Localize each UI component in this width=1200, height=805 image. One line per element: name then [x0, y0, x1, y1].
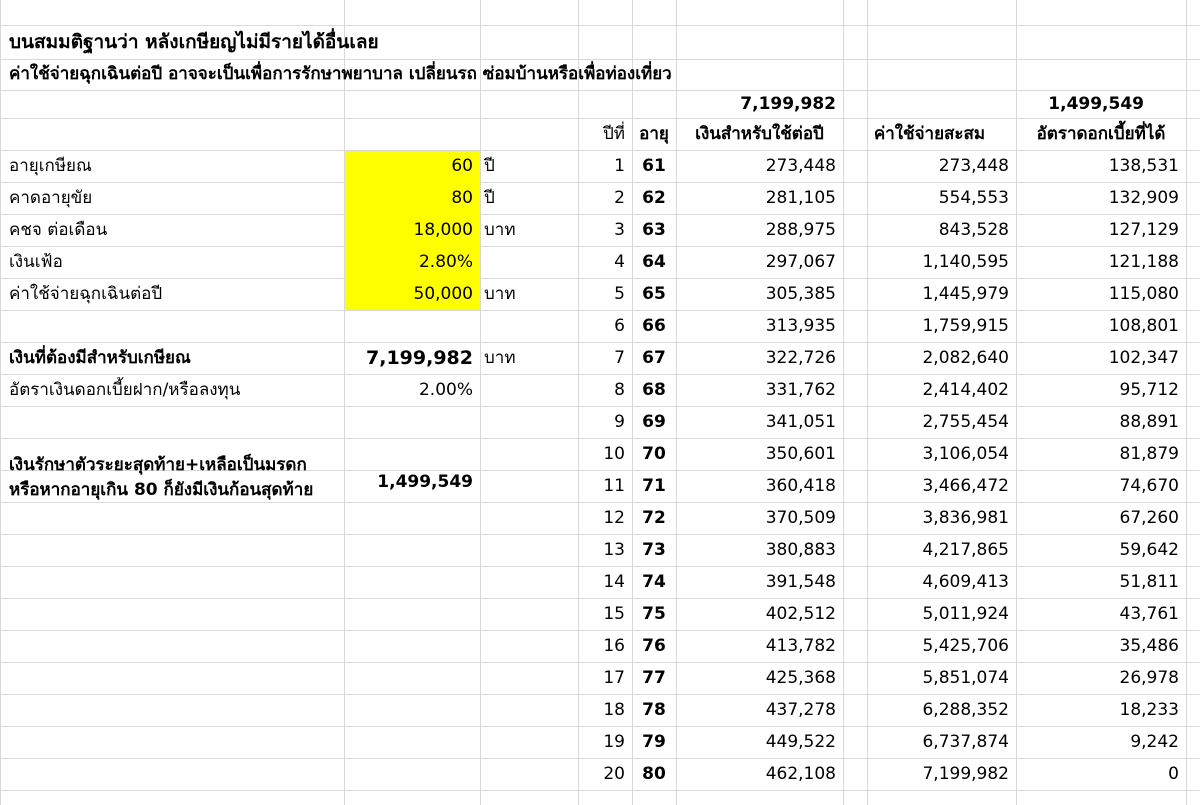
monthly-expense-label: คชจ ต่อเดือน	[9, 219, 108, 240]
cell-interest[interactable]: 26,978	[1119, 667, 1179, 688]
cell-cumulative[interactable]: 3,466,472	[922, 475, 1009, 496]
cell-year[interactable]: 20	[603, 763, 625, 784]
cell-annual[interactable]: 425,368	[765, 667, 836, 688]
cell-year[interactable]: 5	[614, 283, 625, 304]
cell-cumulative[interactable]: 7,199,982	[922, 763, 1009, 784]
cell-interest[interactable]: 88,891	[1119, 411, 1179, 432]
cell-cumulative[interactable]: 5,851,074	[922, 667, 1009, 688]
summary-total-needed[interactable]: 7,199,982	[740, 93, 836, 114]
required-money-unit: บาท	[484, 347, 516, 368]
cell-interest[interactable]: 18,233	[1119, 699, 1179, 720]
cell-cumulative[interactable]: 843,528	[938, 219, 1009, 240]
cell-age[interactable]: 67	[642, 347, 666, 368]
cell-interest[interactable]: 127,129	[1108, 219, 1179, 240]
cell-annual[interactable]: 273,448	[765, 155, 836, 176]
cell-age[interactable]: 78	[642, 699, 666, 720]
cell-age[interactable]: 72	[642, 507, 666, 528]
cell-year[interactable]: 10	[603, 443, 625, 464]
cell-year[interactable]: 15	[603, 603, 625, 624]
cell-annual[interactable]: 297,067	[765, 251, 836, 272]
cell-age[interactable]: 71	[642, 475, 666, 496]
cell-cumulative[interactable]: 4,609,413	[922, 571, 1009, 592]
cell-age[interactable]: 79	[642, 731, 666, 752]
cell-cumulative[interactable]: 1,445,979	[922, 283, 1009, 304]
cell-annual[interactable]: 391,548	[765, 571, 836, 592]
cell-interest[interactable]: 74,670	[1119, 475, 1179, 496]
final-reserve-value[interactable]: 1,499,549	[377, 471, 473, 492]
cell-age[interactable]: 80	[642, 763, 666, 784]
cell-age[interactable]: 66	[642, 315, 666, 336]
cell-annual[interactable]: 437,278	[765, 699, 836, 720]
life-expectancy-label: คาดอายุขัย	[9, 187, 93, 208]
cell-age[interactable]: 73	[642, 539, 666, 560]
cell-annual[interactable]: 402,512	[765, 603, 836, 624]
interest-rate-label: อัตราเงินดอกเบี้ยฝาก/หรือลงทุน	[9, 379, 241, 400]
cell-annual[interactable]: 462,108	[765, 763, 836, 784]
cell-interest[interactable]: 121,188	[1108, 251, 1179, 272]
cell-interest[interactable]: 43,761	[1119, 603, 1179, 624]
emergency-expense-label: ค่าใช้จ่ายฉุกเฉินต่อปี	[9, 283, 163, 304]
cell-annual[interactable]: 322,726	[765, 347, 836, 368]
cell-annual[interactable]: 331,762	[765, 379, 836, 400]
cell-age[interactable]: 63	[642, 219, 666, 240]
cell-annual[interactable]: 360,418	[765, 475, 836, 496]
cell-interest[interactable]: 9,242	[1130, 731, 1179, 752]
sheet-title: บนสมมติฐานว่า หลังเกษียญไม่มีรายได้อื่นเลย	[9, 30, 379, 53]
life-expectancy-unit: ปี	[484, 187, 495, 208]
cell-annual[interactable]: 449,522	[765, 731, 836, 752]
cell-interest[interactable]: 115,080	[1108, 283, 1179, 304]
cell-age[interactable]: 68	[642, 379, 666, 400]
emergency-expense-unit: บาท	[484, 283, 516, 304]
cell-cumulative[interactable]: 4,217,865	[922, 539, 1009, 560]
cell-cumulative[interactable]: 273,448	[938, 155, 1009, 176]
cell-interest[interactable]: 108,801	[1108, 315, 1179, 336]
cell-year[interactable]: 14	[603, 571, 625, 592]
cell-year[interactable]: 11	[603, 475, 625, 496]
inflation-value[interactable]: 2.80%	[418, 251, 473, 272]
cell-cumulative[interactable]: 1,140,595	[922, 251, 1009, 272]
cell-age[interactable]: 70	[642, 443, 666, 464]
cell-annual[interactable]: 288,975	[765, 219, 836, 240]
emergency-expense-value[interactable]: 50,000	[413, 283, 473, 304]
cell-year[interactable]: 1	[614, 155, 625, 176]
cell-cumulative[interactable]: 3,106,054	[922, 443, 1009, 464]
header-cumulative: ค่าใช้จ่ายสะสม	[873, 123, 986, 144]
header-interest: อัตราดอกเบี้ยที่ได้	[1036, 123, 1166, 144]
cell-cumulative[interactable]: 6,737,874	[922, 731, 1009, 752]
cell-year[interactable]: 16	[603, 635, 625, 656]
cell-cumulative[interactable]: 2,414,402	[922, 379, 1009, 400]
cell-interest[interactable]: 67,260	[1119, 507, 1179, 528]
cell-cumulative[interactable]: 554,553	[938, 187, 1009, 208]
cell-cumulative[interactable]: 5,011,924	[922, 603, 1009, 624]
cell-annual[interactable]: 413,782	[765, 635, 836, 656]
cell-year[interactable]: 18	[603, 699, 625, 720]
monthly-expense-value[interactable]: 18,000	[413, 219, 473, 240]
header-year: ปีที่	[603, 123, 625, 144]
cell-annual[interactable]: 350,601	[765, 443, 836, 464]
life-expectancy-value[interactable]: 80	[451, 187, 473, 208]
cell-interest[interactable]: 51,811	[1119, 571, 1179, 592]
required-money-value[interactable]: 7,199,982	[366, 346, 473, 369]
cell-interest[interactable]: 102,347	[1108, 347, 1179, 368]
cell-cumulative[interactable]: 2,755,454	[922, 411, 1009, 432]
cell-year[interactable]: 2	[614, 187, 625, 208]
cell-year[interactable]: 7	[614, 347, 625, 368]
sheet-subtitle: ค่าใช้จ่ายฉุกเฉินต่อปี อาจจะเป็นเพื่อการรักษาพยาบาล เปลี่ยนรถ ซ่อมบ้านหรือเพื่อท่องเที่ยว	[9, 64, 672, 85]
monthly-expense-unit: บาท	[484, 219, 516, 240]
cell-interest[interactable]: 0	[1168, 763, 1179, 784]
cell-annual[interactable]: 313,935	[765, 315, 836, 336]
cell-age[interactable]: 61	[642, 155, 666, 176]
cell-interest[interactable]: 95,712	[1119, 379, 1179, 400]
cell-annual[interactable]: 305,385	[765, 283, 836, 304]
cell-age[interactable]: 76	[642, 635, 666, 656]
final-reserve-label: เงินรักษาตัวระยะสุดท้าย+เหลือเป็นมรดก หรือหากอายุเกิน 80 ก็ยังมีเงินก้อนสุดท้าย	[9, 455, 314, 500]
cell-year[interactable]: 3	[614, 219, 625, 240]
cell-year[interactable]: 9	[614, 411, 625, 432]
header-annual: เงินสำหรับใช้ต่อปี	[695, 123, 824, 144]
cell-cumulative[interactable]: 2,082,640	[922, 347, 1009, 368]
cell-age[interactable]: 65	[642, 283, 666, 304]
summary-total-interest[interactable]: 1,499,549	[1048, 93, 1144, 114]
required-money-label: เงินที่ต้องมีสำหรับเกษียณ	[9, 347, 191, 368]
cell-age[interactable]: 74	[642, 571, 666, 592]
cell-cumulative[interactable]: 1,759,915	[922, 315, 1009, 336]
cell-cumulative[interactable]: 3,836,981	[922, 507, 1009, 528]
cell-age[interactable]: 64	[642, 251, 666, 272]
inflation-label: เงินเฟ้อ	[9, 251, 63, 272]
retire-age-value[interactable]: 60	[451, 155, 473, 176]
cell-interest[interactable]: 59,642	[1119, 539, 1179, 560]
cell-cumulative[interactable]: 6,288,352	[922, 699, 1009, 720]
cell-cumulative[interactable]: 5,425,706	[922, 635, 1009, 656]
cell-year[interactable]: 6	[614, 315, 625, 336]
retire-age-unit: ปี	[484, 155, 495, 176]
cell-interest[interactable]: 81,879	[1119, 443, 1179, 464]
cell-annual[interactable]: 380,883	[765, 539, 836, 560]
cell-interest[interactable]: 138,531	[1108, 155, 1179, 176]
header-age: อายุ	[639, 123, 669, 144]
cell-annual[interactable]: 370,509	[765, 507, 836, 528]
cell-annual[interactable]: 281,105	[765, 187, 836, 208]
cell-year[interactable]: 8	[614, 379, 625, 400]
cell-age[interactable]: 77	[642, 667, 666, 688]
cell-year[interactable]: 4	[614, 251, 625, 272]
cell-interest[interactable]: 132,909	[1108, 187, 1179, 208]
cell-interest[interactable]: 35,486	[1119, 635, 1179, 656]
cell-year[interactable]: 17	[603, 667, 625, 688]
cell-age[interactable]: 69	[642, 411, 666, 432]
cell-age[interactable]: 62	[642, 187, 666, 208]
cell-year[interactable]: 12	[603, 507, 625, 528]
cell-year[interactable]: 19	[603, 731, 625, 752]
cell-annual[interactable]: 341,051	[765, 411, 836, 432]
retire-age-label: อายุเกษียณ	[9, 155, 92, 176]
cell-year[interactable]: 13	[603, 539, 625, 560]
interest-rate-value[interactable]: 2.00%	[418, 379, 473, 400]
cell-age[interactable]: 75	[642, 603, 666, 624]
